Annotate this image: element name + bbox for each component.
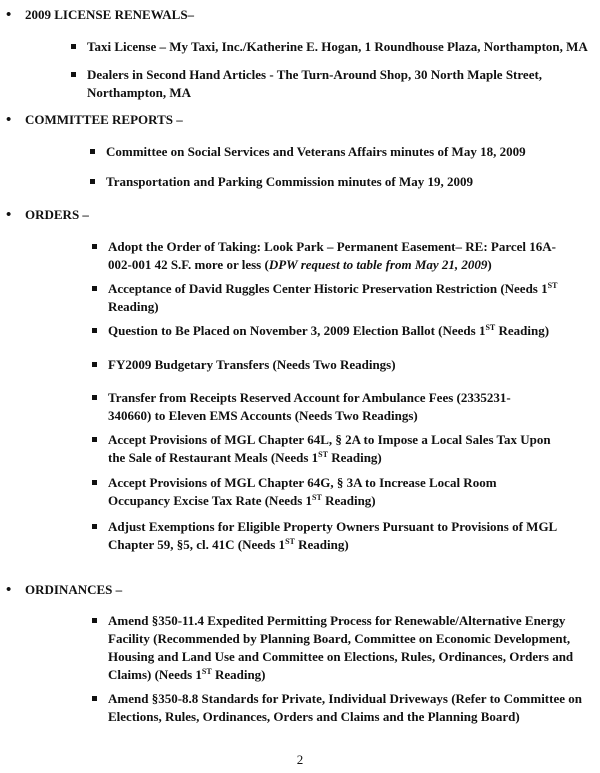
list-item	[108, 280, 568, 316]
page-number: 2	[296, 752, 304, 767]
list-item	[108, 518, 563, 554]
section-heading-text: COMMITTEE REPORTS –	[25, 112, 183, 127]
item-text: Dealers in Second Hand Articles - The Turn-Around Shop, 30 North Maple Street, Northampton, MA	[87, 67, 543, 100]
list-item	[108, 356, 568, 374]
bullet-icon: •	[6, 7, 12, 23]
section-heading	[0, 206, 600, 224]
item-text: Adopt the Order of Taking: Look Park – Permanent Easement– RE: Parcel 16A-002-001 42 S.F. more or less (DPW request to table from May 21, 2009)	[108, 239, 556, 272]
list-item	[108, 474, 553, 510]
item-text: Transportation and Parking Commission minutes of May 19, 2009	[106, 174, 474, 189]
section-heading	[0, 111, 600, 129]
bullet-icon: •	[6, 582, 12, 598]
list-item	[108, 238, 563, 274]
bullet-icon: •	[6, 112, 12, 128]
list-item	[87, 66, 567, 102]
square-bullet-icon	[92, 286, 97, 291]
section-heading	[0, 581, 600, 599]
square-bullet-icon	[71, 72, 76, 77]
item-text: Accept Provisions of MGL Chapter 64L, § 2A to Impose a Local Sales Tax Upon the Sale of Restaurant Meals (Needs 1ST Reading)	[108, 432, 551, 465]
section-heading-text: ORDERS –	[25, 207, 89, 222]
square-bullet-icon	[90, 149, 95, 154]
item-text: Accept Provisions of MGL Chapter 64G, § 3A to Increase Local Room Occupancy Excise Tax Rate (Needs 1ST Reading)	[108, 475, 497, 508]
list-item	[108, 690, 590, 726]
square-bullet-icon	[92, 524, 97, 529]
list-item	[106, 143, 586, 161]
list-item	[87, 38, 597, 56]
section-license-renewals	[0, 6, 600, 24]
square-bullet-icon	[92, 362, 97, 367]
item-text: FY2009 Budgetary Transfers (Needs Two Readings)	[108, 357, 396, 372]
list-item	[108, 389, 528, 425]
item-text: Acceptance of David Ruggles Center Historic Preservation Restriction (Needs 1ST Reading)	[108, 281, 558, 314]
section-committee-reports	[0, 111, 600, 129]
square-bullet-icon	[92, 437, 97, 442]
item-text: Adjust Exemptions for Eligible Property Owners Pursuant to Provisions of MGL Chapter 59, §5, cl. 41C (Needs 1ST Reading)	[108, 519, 557, 552]
item-text: Amend §350-8.8 Standards for Private, Individual Driveways (Refer to Committee on Elections, Rules, Ordinances, Orders and Claims and the Planning Board)	[108, 691, 582, 724]
item-text: Committee on Social Services and Veterans Affairs minutes of May 18, 2009	[106, 144, 526, 159]
bullet-icon: •	[6, 207, 12, 223]
section-ordinances	[0, 581, 600, 599]
section-orders	[0, 206, 600, 224]
square-bullet-icon	[92, 618, 97, 623]
list-item	[108, 612, 590, 684]
square-bullet-icon	[92, 328, 97, 333]
list-item	[106, 173, 586, 191]
square-bullet-icon	[92, 696, 97, 701]
square-bullet-icon	[92, 395, 97, 400]
item-text: Amend §350-11.4 Expedited Permitting Process for Renewable/Alternative Energy Facility (Recommended by Planning Board, Committee on Economic Development, Housing and Land Use and Committee on Elections, Rules, Ordinances, Orders and Claims) (Needs 1ST Reading)	[108, 613, 574, 682]
section-heading	[0, 6, 600, 24]
square-bullet-icon	[71, 44, 76, 49]
italic-note: DPW request to table from May 21, 2009	[268, 257, 488, 272]
section-heading-text: 2009 LICENSE RENEWALS–	[25, 7, 195, 22]
square-bullet-icon	[90, 179, 95, 184]
item-text: Transfer from Receipts Reserved Account for Ambulance Fees (2335231-340660) to Eleven EMS Accounts (Needs Two Readings)	[108, 390, 511, 423]
square-bullet-icon	[92, 244, 97, 249]
square-bullet-icon	[92, 480, 97, 485]
list-item	[108, 431, 570, 467]
item-text: Question to Be Placed on November 3, 2009 Election Ballot (Needs 1ST Reading)	[108, 323, 550, 338]
list-item	[108, 322, 578, 340]
item-text: Taxi License – My Taxi, Inc./Katherine E. Hogan, 1 Roundhouse Plaza, Northampton, MA	[87, 39, 588, 54]
section-heading-text: ORDINANCES –	[25, 582, 123, 597]
